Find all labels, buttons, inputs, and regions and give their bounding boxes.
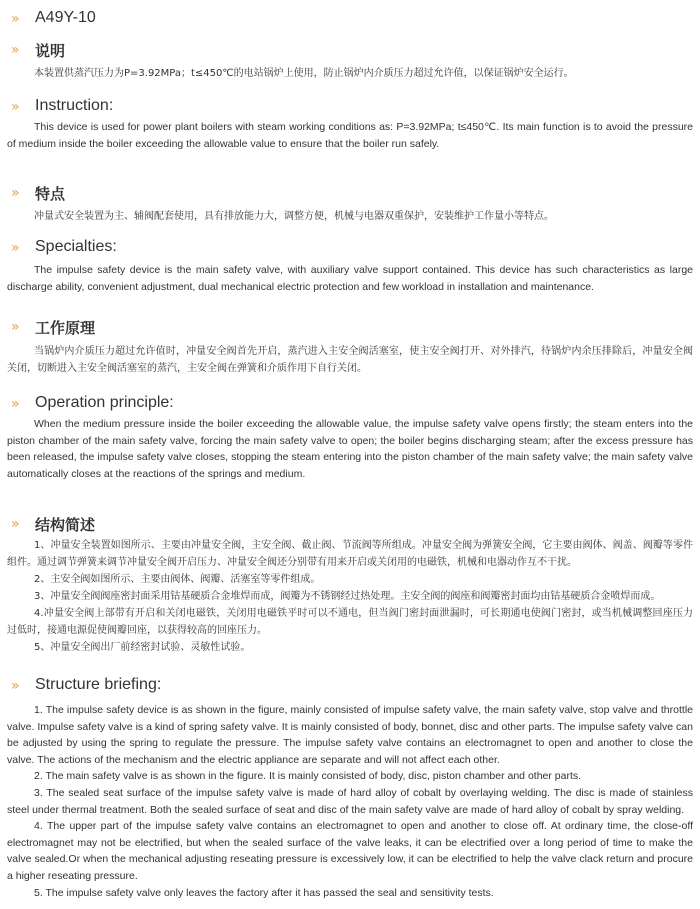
principle-cn-section — [0, 317, 700, 374]
principle-cn-heading — [0, 317, 700, 339]
double-chevron-right-icon: » — [11, 240, 19, 256]
list-item: 5. The impulse safety valve only leaves the factory after it has passed the seal and sensitivity tests. — [34, 886, 494, 899]
features-cn-section — [0, 183, 700, 222]
instruction-title: Instruction: — [35, 97, 114, 114]
double-chevron-right-icon: » — [11, 678, 19, 694]
specialties-section — [0, 238, 700, 293]
model-section — [0, 9, 700, 31]
description-cn-text: 本装置供蒸汽压力为P=3.92MPa；t≤450℃的电站锅炉上使用，防止锅炉内介质压力超过允许值，以保证锅炉安全运行。 — [34, 68, 574, 79]
structure-cn-title: 结构简述 — [35, 516, 96, 534]
model-title: A49Y-10 — [35, 9, 96, 26]
structure-title: Structure briefing: — [35, 676, 162, 693]
features-cn-text: 冲量式安全装置为主、辅阀配套使用，具有排放能力大，调整方便，机械与电器双重保护，安装维护工作量小等特点。 — [34, 211, 554, 222]
instruction-section — [0, 97, 700, 150]
principle-cn-text: 当锅炉内介质压力超过允许值时，冲量安全阀首先开启，蒸汽进入主安全阀活塞室，使主安全阀打开、对外排汽，待锅炉内余压排除后，冲量安全阀关闭，切断进入主安全阀活塞室的蒸汽，主安全阀在弹簧和介质作用下自行关闭。 — [7, 346, 693, 374]
list-item: 1、冲量安全装置如图所示、主要由冲量安全阀，主安全阀、截止阀、节流阀等所组成。冲量安全阀为弹簧安全阀，它主要由阀体、阀盖、阀瓣等零件组件。通过调节弹簧来调节冲量安全阀开启压力、冲量安全阀还分别带有用来开启或关闭用的电磁铁，机械和电器动作互不干扰。 — [7, 540, 693, 568]
principle-title: Operation principle: — [35, 394, 174, 411]
description-cn-section — [0, 40, 700, 79]
double-chevron-right-icon: » — [11, 185, 19, 201]
principle-heading — [0, 394, 700, 416]
list-item: 4. The upper part of the impulse safety valve contains an electromagnet to open and another to close off. At ordinary time, the close-off electromagnet may not be electrified, but when the sealed surface of the valve leaks, it can be electrified over a long period of time to make the valve sealed.Or when the mechanical adjusting reseating pressure is excessively low, it can be electrified to help the valve clack return and procure a higher reseating pressure. — [7, 820, 693, 882]
specialties-heading — [0, 238, 700, 260]
double-chevron-right-icon: » — [11, 319, 19, 335]
specialties-title: Specialties: — [35, 238, 117, 255]
structure-cn-section — [0, 514, 700, 653]
model-heading — [0, 9, 700, 31]
description-cn-heading — [0, 40, 700, 62]
structure-cn-heading — [0, 514, 700, 536]
list-item: 2. The main safety valve is as shown in the figure. It is mainly consisted of body, disc, piston chamber and other parts. — [34, 770, 582, 783]
principle-cn-title: 工作原理 — [35, 319, 96, 337]
structure-section — [0, 676, 700, 899]
list-item: 3. The sealed seat surface of the impulse safety valve is made of hard alloy of cobalt by overlaying welding. The disc is made of stainless steel under thermal treatment. Both the sealed surface of seat and disc of the main safety valve are made of hard alloy of cobalt by spray welding. — [7, 786, 693, 816]
list-item: 2、主安全阀如图所示、主要由阀体、阀瓣、活塞室等零件组成。 — [34, 574, 321, 585]
structure-cn-list — [7, 537, 693, 656]
double-chevron-right-icon: » — [11, 396, 19, 412]
double-chevron-right-icon: » — [11, 42, 19, 58]
structure-list — [7, 702, 693, 901]
double-chevron-right-icon: » — [11, 11, 19, 27]
instruction-text: This device is used for power plant boilers with steam working conditions as: P=3.92MPa; t≤450℃. Its main function is to avoid the pressure of medium inside the boiler exceeding the allowable value to ensure that the boiler run safely. — [7, 121, 693, 150]
features-cn-title: 特点 — [35, 185, 66, 203]
principle-text: When the medium pressure inside the boiler exceeding the allowable value, the impulse safety valve opens firstly; the steam enters into the piston chamber of the main safety valve, forcing the main safety valve to open; the boiler begins discharging steam; after the excess pressure has been released, the impulse safety valve closes, stopping the steam entering into the piston chamber of the main safety valve; the main safety valve automatically closes at the reactions of the springs and medium. — [7, 418, 693, 480]
instruction-heading — [0, 97, 700, 119]
list-item: 3、冲量安全阀阀座密封面采用钴基硬质合金堆焊而成，阀瓣为不锈钢经过热处理。主安全阀的阀座和阀瓣密封面均由钴基硬质合金喷焊而成。 — [34, 591, 661, 602]
specialties-text: The impulse safety device is the main safety valve, with auxiliary valve support contained. This device has such characteristics as large discharge ability, convenient adjustment, dual mechanical electric protection and few workload in installation and maintenance. — [7, 264, 693, 293]
list-item: 5、冲量安全阀出厂前经密封试验、灵敏性试验。 — [34, 642, 251, 653]
list-item: 1. The impulse safety device is as shown in the figure, mainly consisted of impulse safety valve, the main safety valve, stop valve and throttle valve. Impulse safety valve is a kind of spring safety valve. It is mainly consisted of body, bonnet, disc and other parts. The impulse safety valve can be adjusted by using the spring to regulate the pressure. The impulse safety valve contains an electromagnet to open and another to close the valve. The actions of the mechanism and the electric appliance are separate and will not affect each other. — [7, 704, 693, 766]
description-cn-title: 说明 — [35, 42, 66, 60]
double-chevron-right-icon: » — [11, 99, 19, 115]
structure-heading — [0, 676, 700, 698]
features-cn-heading — [0, 183, 700, 205]
list-item: 4.冲量安全阀上部带有开启和关闭电磁铁，关闭用电磁铁平时可以不通电，但当阀门密封面泄漏时，可长期通电使阀门密封，或当机械调整回座压力过低时，接通电源促使阀瓣回座，以获得较高的回座压力。 — [7, 608, 693, 636]
principle-section — [0, 394, 700, 480]
double-chevron-right-icon: » — [11, 516, 19, 532]
